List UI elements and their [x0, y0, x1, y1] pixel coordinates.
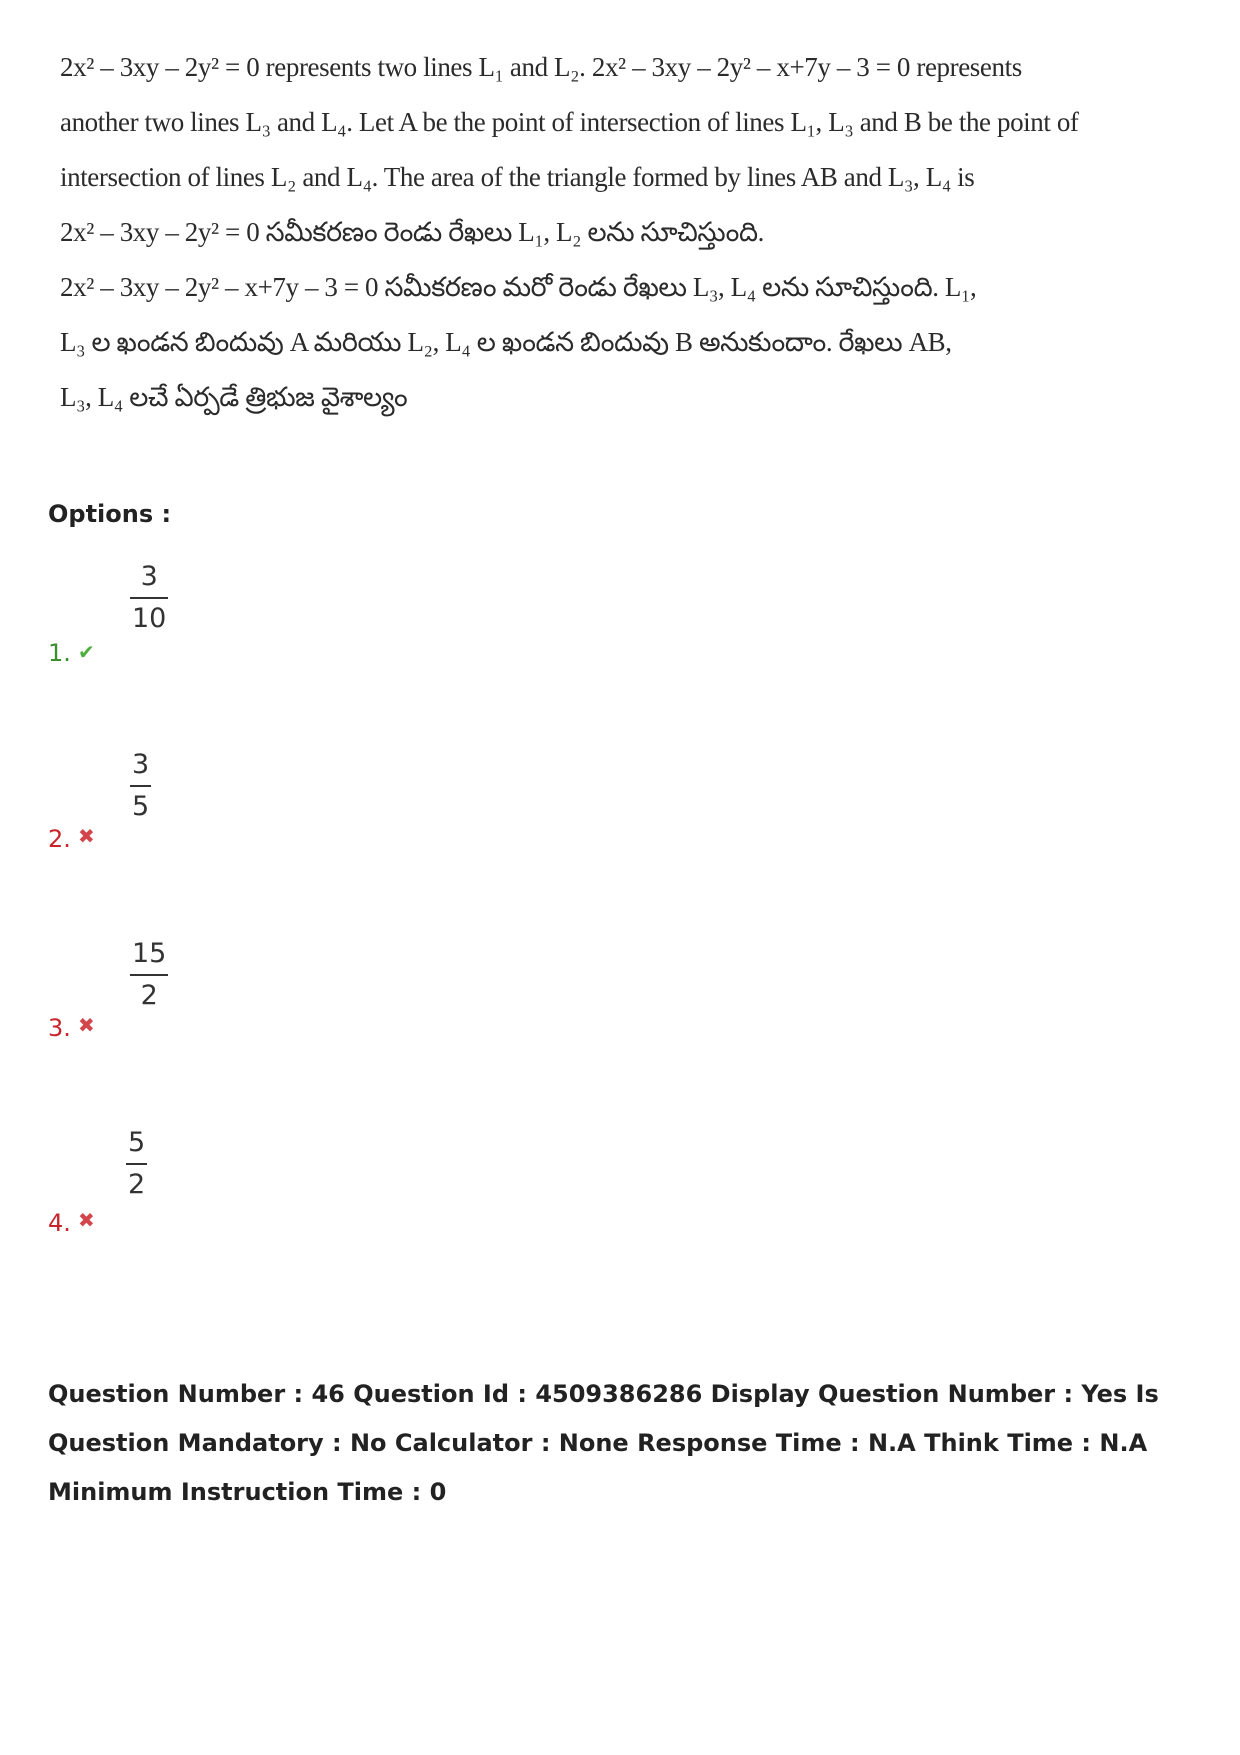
question-line: another two lines L₃ and L₄. Let A be the point of intersection of lines L₁, L₃ and B be the point of — [60, 107, 1079, 137]
fraction-bar — [130, 974, 168, 976]
question-line: intersection of lines L₂ and L₄. The area of the triangle formed by lines AB and L₃, L₄ is — [60, 162, 975, 192]
cross-icon: ✖ — [78, 1013, 95, 1037]
fraction-bar — [130, 785, 151, 787]
option-4[interactable] — [48, 1126, 348, 1276]
option-number: 2. — [48, 825, 71, 853]
option-number: 4. — [48, 1209, 71, 1237]
option-1[interactable] — [48, 560, 348, 710]
denominator: 10 — [132, 603, 167, 634]
option-3[interactable] — [48, 937, 348, 1087]
denominator: 2 — [140, 980, 158, 1011]
cross-icon: ✖ — [78, 824, 95, 848]
option-fraction — [126, 1126, 147, 1202]
numerator: 3 — [140, 561, 158, 592]
check-icon: ✔ — [78, 640, 95, 664]
question-line-telugu: 2x² – 3xy – 2y² – x+7y – 3 = 0 సమీకరణం మరో రెండు రేఖలు L₃, L₄ లను సూచిస్తుంది. L₁, — [60, 272, 977, 302]
question-line-telugu: L₃, L₄ లచే ఏర్పడే త్రిభుజ వైశాల్యం — [60, 382, 408, 412]
option-fraction — [130, 560, 168, 636]
numerator: 3 — [132, 749, 150, 780]
denominator: 5 — [132, 791, 150, 822]
option-fraction — [130, 748, 151, 824]
question-line-telugu: L₃ ల ఖండన బిందువు A మరియు L₂, L₄ ల ఖండన బిందువు B అనుకుందాం. రేఖలు AB, — [60, 327, 952, 357]
question-line: 2x² – 3xy – 2y² = 0 represents two lines L₁ and L₂. 2x² – 3xy – 2y² – x+7y – 3 = 0 represents — [60, 52, 1022, 82]
option-number: 3. — [48, 1014, 71, 1042]
numerator: 5 — [128, 1127, 146, 1158]
question-line-telugu: 2x² – 3xy – 2y² = 0 సమీకరణం రెండు రేఖలు L₁, L₂ లను సూచిస్తుంది. — [60, 217, 764, 247]
numerator: 15 — [132, 938, 167, 969]
fraction-bar — [126, 1163, 147, 1165]
denominator: 2 — [128, 1169, 146, 1200]
question-image — [60, 40, 1079, 425]
option-fraction — [130, 937, 168, 1013]
option-2[interactable] — [48, 748, 348, 898]
options-heading: Options : — [48, 500, 172, 528]
fraction-bar — [130, 597, 168, 599]
option-number: 1. — [48, 639, 71, 667]
cross-icon: ✖ — [78, 1208, 95, 1232]
question-meta: Question Number : 46 Question Id : 4509386286 Display Question Number : Yes Is Question Mandatory : No Calculator : None Response Time : N.A Think Time : N.A Minimum Instruction Time : 0 — [48, 1380, 1159, 1506]
